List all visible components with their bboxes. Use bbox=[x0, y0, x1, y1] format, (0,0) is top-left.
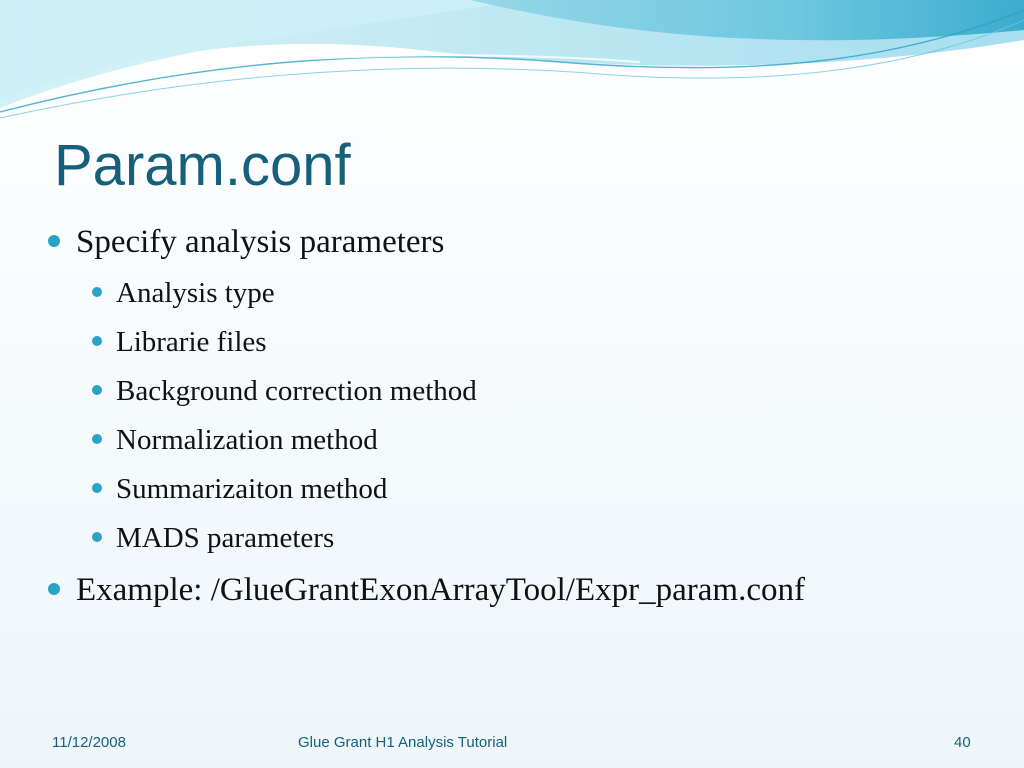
bullet-dot-icon bbox=[92, 287, 102, 297]
sub-bullet-librarie-files bbox=[92, 324, 267, 360]
bullet-dot-icon bbox=[92, 483, 102, 493]
sub-bullet-text: Background correction method bbox=[116, 375, 477, 407]
slide-title: Param.conf bbox=[54, 133, 351, 198]
bullet-dot-icon bbox=[48, 235, 60, 247]
sub-bullet-text: Summarizaiton method bbox=[116, 473, 388, 505]
bullet-example bbox=[48, 570, 805, 610]
sub-bullet-text: Librarie files bbox=[116, 326, 267, 358]
sub-bullet-mads-parameters bbox=[92, 520, 334, 556]
sub-bullet-summarization bbox=[92, 471, 387, 507]
bullet-text: Specify analysis parameters bbox=[76, 224, 445, 260]
bullet-text: Example: /GlueGrantExonArrayTool/Expr_param.conf bbox=[76, 572, 805, 608]
bullet-dot-icon bbox=[92, 434, 102, 444]
footer-title: Glue Grant H1 Analysis Tutorial bbox=[298, 734, 508, 751]
bullet-dot-icon bbox=[92, 336, 102, 346]
sub-bullet-text: Normalization method bbox=[116, 424, 378, 456]
bullet-dot-icon bbox=[92, 532, 102, 542]
bullet-dot-icon bbox=[48, 583, 60, 595]
bullet-dot-icon bbox=[92, 385, 102, 395]
footer-page-number: 40 bbox=[954, 734, 971, 751]
sub-bullet-background-correction bbox=[92, 373, 477, 409]
bullet-specify bbox=[48, 222, 444, 262]
sub-bullet-analysis-type bbox=[92, 275, 275, 311]
sub-bullet-text: Analysis type bbox=[116, 277, 275, 309]
sub-bullet-text: MADS parameters bbox=[116, 522, 335, 554]
sub-bullet-normalization bbox=[92, 422, 378, 458]
footer-date: 11/12/2008 bbox=[52, 734, 126, 751]
